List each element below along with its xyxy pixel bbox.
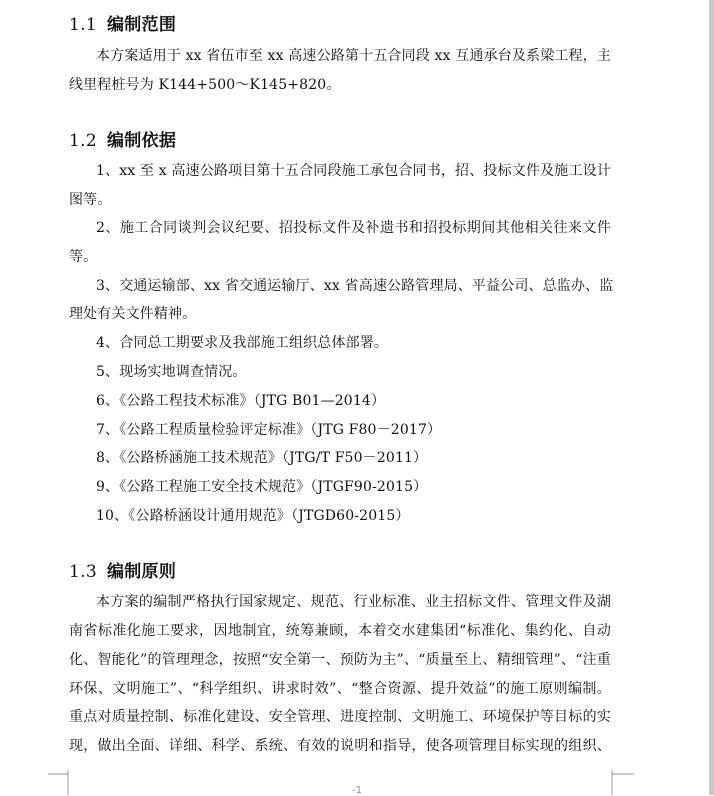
section-heading-1-2 xyxy=(69,126,176,151)
paragraph-line: 线里程桩号为 K144+500～K145+820。 xyxy=(69,77,341,93)
section-title: 编制范围 xyxy=(106,15,177,35)
section-number: 1.2 xyxy=(69,131,97,151)
paragraph-line: 环保、文明施工”、“科学组织、讲求时效”、“整合资源、提升效益”的施工原则编制。 xyxy=(69,681,611,697)
list-item: 7、《公路工程质量检验评定标准》（JTG F80－2017） xyxy=(96,422,442,438)
paragraph-line: 化、智能化”的管理理念，按照“安全第一、预防为主”、“质量至上、精细管理”、“注重 xyxy=(69,652,611,668)
paragraph-line: 重点对质量控制、标准化建设、安全管理、进度控制、文明施工、环境保护等目标的实 xyxy=(69,709,611,725)
list-item-continuation: 等。 xyxy=(69,249,98,265)
section-heading-1-1 xyxy=(69,10,176,35)
list-item: 8、《公路桥涵施工技术规范》（JTG/T F50－2011） xyxy=(96,450,428,466)
section-title: 编制依据 xyxy=(106,131,177,151)
section-number: 1.3 xyxy=(69,562,97,582)
list-item: 5、现场实地调查情况。 xyxy=(96,364,247,380)
paragraph-line: 现，做出全面、详细、科学、系统、有效的说明和指导，使各项管理目标实现的组织、 xyxy=(69,738,611,754)
paragraph-line: 南省标准化施工要求，因地制宜，统筹兼顾，本着交水建集团“标准化、集约化、自动 xyxy=(69,623,611,639)
list-item: 2、施工合同谈判会议纪要、招投标文件及补遗书和招投标期间其他相关往来文件 xyxy=(96,220,611,236)
list-item: 4、合同总工期要求及我部施工组织总体部署。 xyxy=(96,335,389,351)
list-item: 10、《公路桥涵设计通用规范》（JTGD60-2015） xyxy=(96,508,410,524)
page-number: -1 xyxy=(352,785,362,796)
list-item: 9、《公路工程施工安全技术规范》（JTGF90-2015） xyxy=(96,479,428,495)
page-edge xyxy=(709,0,714,795)
section-title: 编制原则 xyxy=(106,562,177,582)
list-item: 6、《公路工程技术标准》（JTG B01—2014） xyxy=(96,393,386,409)
list-item: 1、xx 至 x 高速公路项目第十五合同段施工承包合同书，招、投标文件及施工设计 xyxy=(96,163,611,179)
list-item-continuation: 图等。 xyxy=(69,192,112,208)
list-item-continuation: 理处有关文件精神。 xyxy=(69,306,197,322)
section-heading-1-3 xyxy=(69,557,176,582)
paragraph-line: 本方案的编制严格执行国家规定、规范、行业标准、业主招标文件、管理文件及湖 xyxy=(96,594,611,610)
section-number: 1.1 xyxy=(69,15,97,35)
list-item: 3、交通运输部、xx 省交通运输厅、xx 省高速公路管理局、平益公司、总监办、监 xyxy=(96,278,614,294)
paragraph-line: 本方案适用于 xx 省伍市至 xx 高速公路第十五合同段 xx 互通承台及系梁工程，主 xyxy=(96,48,611,64)
